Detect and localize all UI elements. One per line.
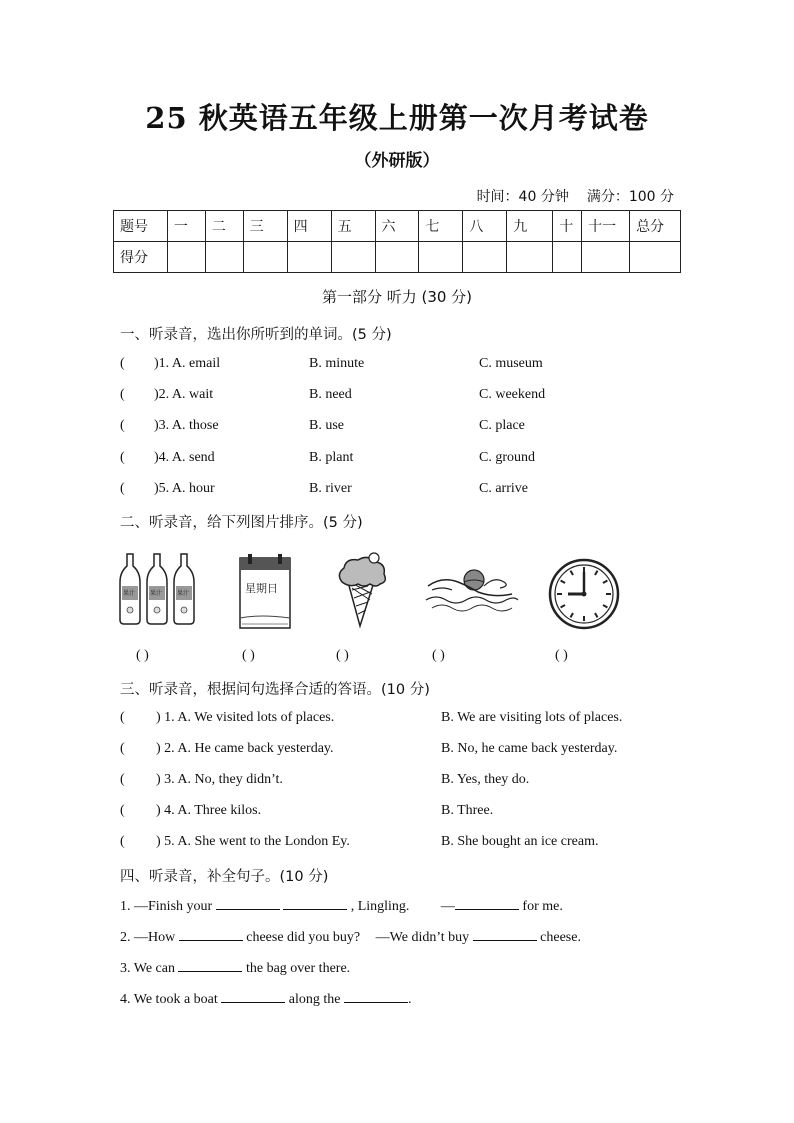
question-option-b: B. river	[309, 481, 352, 496]
question-option-b: B. She bought an ice cream.	[441, 834, 599, 849]
answer-blank[interactable]	[178, 959, 242, 972]
score-table-header-row	[114, 211, 681, 242]
score-input-cell[interactable]	[375, 242, 419, 273]
score-input-cell[interactable]	[205, 242, 243, 273]
svg-text:星期日: 星期日	[245, 582, 278, 595]
question-option-a: ) 1. A. We visited lots of places.	[156, 710, 335, 725]
sentence-text: 3. We can	[120, 961, 175, 976]
sentence-text: 2. —How	[120, 930, 176, 945]
answer-paren[interactable]: (	[120, 834, 125, 849]
question-option-a: )2. A. wait	[154, 387, 214, 402]
score-cell: 十	[553, 211, 582, 242]
question-option-b: B. need	[309, 387, 352, 402]
question-option-a: ) 3. A. No, they didn’t.	[156, 772, 283, 787]
section-4-title: 四、听录音，补全句子。(10 分)	[120, 869, 329, 885]
sentence-text: cheese.	[540, 930, 581, 945]
answer-paren[interactable]: (	[120, 387, 125, 402]
score-cell: 八	[463, 211, 507, 242]
answer-blank[interactable]	[283, 897, 347, 910]
fill-sentence-1	[120, 897, 563, 915]
question-option-b: B. No, he came back yesterday.	[441, 741, 618, 756]
calendar-icon	[236, 552, 296, 632]
score-row-label: 得分	[114, 242, 168, 273]
sentence-text: for me.	[522, 899, 563, 914]
question-option-b: B. minute	[309, 356, 365, 371]
fill-sentence-3	[120, 959, 350, 977]
full-marks: 满分：100 分	[586, 189, 674, 205]
sentence-text: —	[440, 899, 455, 914]
sentence-text: cheese did you buy?	[246, 930, 361, 945]
svg-text:果汁: 果汁	[150, 590, 163, 597]
question-option-a: )1. A. email	[154, 356, 221, 371]
score-cell: 四	[287, 211, 331, 242]
picture-answer-paren[interactable]: ( )	[136, 648, 149, 663]
answer-blank[interactable]	[221, 990, 285, 1003]
question-option-c: C. museum	[479, 356, 543, 371]
page-subtitle: （外研版）	[354, 151, 440, 171]
question-option-c: C. ground	[479, 450, 535, 465]
answer-blank[interactable]	[455, 897, 519, 910]
question-option-a: ) 2. A. He came back yesterday.	[156, 741, 334, 756]
svg-text:果汁: 果汁	[177, 590, 190, 597]
question-option-b: B. Yes, they do.	[441, 772, 530, 787]
answer-paren[interactable]: (	[120, 481, 125, 496]
sentence-text: the bag over there.	[245, 961, 351, 976]
section-3-title: 三、听录音，根据问句选择合适的答语。(10 分)	[120, 682, 430, 698]
ice-cream-icon	[330, 548, 392, 628]
score-table	[113, 210, 681, 273]
juice-bottles-icon	[118, 552, 200, 626]
question-option-a: )3. A. those	[154, 418, 219, 433]
answer-paren[interactable]: (	[120, 356, 125, 371]
score-input-cell[interactable]	[630, 242, 681, 273]
sentence-text: , Lingling.	[350, 899, 410, 914]
clock-icon	[548, 558, 620, 630]
page-title: 25 秋英语五年级上册第一次月考试卷	[145, 101, 649, 135]
question-option-a: )5. A. hour	[154, 481, 215, 496]
picture-answer-paren[interactable]: ( )	[336, 648, 349, 663]
time-limit: 时间：40 分钟	[476, 189, 569, 205]
sentence-text: .	[407, 992, 412, 1007]
picture-answer-paren[interactable]: ( )	[432, 648, 445, 663]
question-option-c: C. place	[479, 418, 525, 433]
sentence-text: 1. —Finish your	[120, 899, 213, 914]
score-cell: 九	[507, 211, 553, 242]
score-input-cell[interactable]	[463, 242, 507, 273]
fill-sentence-2	[120, 928, 581, 946]
question-option-b: B. We are visiting lots of places.	[441, 710, 623, 725]
picture-answer-paren[interactable]: ( )	[555, 648, 568, 663]
answer-blank[interactable]	[344, 990, 408, 1003]
score-input-cell[interactable]	[243, 242, 287, 273]
score-input-cell[interactable]	[507, 242, 553, 273]
score-cell: 五	[331, 211, 375, 242]
score-cell: 二	[205, 211, 243, 242]
answer-blank[interactable]	[179, 928, 243, 941]
part-title: 第一部分 听力 (30 分)	[321, 288, 473, 306]
score-table-score-row	[114, 242, 681, 273]
score-cell: 一	[167, 211, 205, 242]
sentence-text: along the	[288, 992, 341, 1007]
score-input-cell[interactable]	[553, 242, 582, 273]
sentence-text: —We didn’t buy	[375, 930, 470, 945]
answer-paren[interactable]: (	[120, 418, 125, 433]
score-input-cell[interactable]	[331, 242, 375, 273]
question-option-a: ) 5. A. She went to the London Ey.	[156, 834, 350, 849]
score-cell: 六	[375, 211, 419, 242]
question-option-c: C. arrive	[479, 481, 528, 496]
question-option-b: B. Three.	[441, 803, 494, 818]
score-cell: 十一	[582, 211, 630, 242]
answer-paren[interactable]: (	[120, 772, 125, 787]
score-cell: 七	[419, 211, 463, 242]
answer-paren[interactable]: (	[120, 450, 125, 465]
answer-paren[interactable]: (	[120, 710, 125, 725]
section-2-title: 二、听录音，给下列图片排序。(5 分)	[120, 515, 363, 531]
answer-blank[interactable]	[216, 897, 280, 910]
question-option-a: )4. A. send	[154, 450, 215, 465]
score-cell: 三	[243, 211, 287, 242]
question-option-c: C. weekend	[479, 387, 546, 402]
score-input-cell[interactable]	[287, 242, 331, 273]
sentence-text: 4. We took a boat	[120, 992, 218, 1007]
score-input-cell[interactable]	[167, 242, 205, 273]
picture-answer-paren[interactable]: ( )	[242, 648, 255, 663]
swimming-icon	[424, 560, 520, 616]
question-option-b: B. use	[309, 418, 344, 433]
score-cell: 总分	[630, 211, 681, 242]
question-option-b: B. plant	[309, 450, 354, 465]
score-cell: 题号	[114, 211, 168, 242]
answer-paren[interactable]: (	[120, 741, 125, 756]
question-option-a: ) 4. A. Three kilos.	[156, 803, 262, 818]
score-input-cell[interactable]	[582, 242, 630, 273]
section-1-title: 一、听录音，选出你所听到的单词。(5 分)	[120, 327, 392, 343]
exam-info	[477, 186, 674, 206]
answer-blank[interactable]	[473, 928, 537, 941]
answer-paren[interactable]: (	[120, 803, 125, 818]
fill-sentence-4	[120, 990, 411, 1008]
svg-text:果汁: 果汁	[123, 590, 136, 597]
score-input-cell[interactable]	[419, 242, 463, 273]
